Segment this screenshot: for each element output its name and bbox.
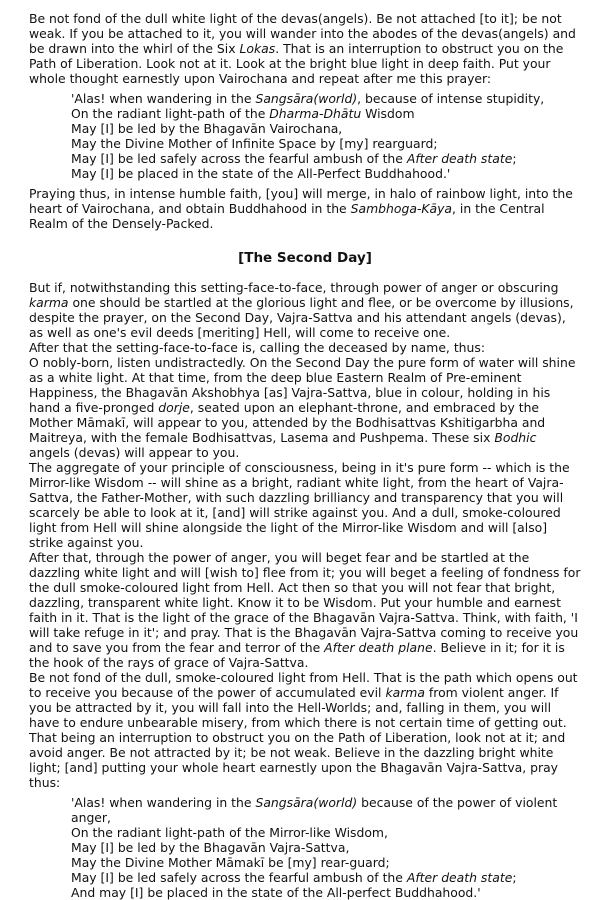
italic-term: karma bbox=[385, 685, 425, 700]
prayer-vairochana bbox=[71, 91, 581, 181]
italic-term: Bodhic bbox=[494, 430, 537, 445]
italic-term: After death state bbox=[406, 151, 513, 166]
italic-term: Sambhoga-Kāya bbox=[350, 201, 453, 216]
paragraph-second-day-intro bbox=[29, 280, 581, 340]
section-heading: [The Second Day] bbox=[238, 250, 372, 266]
text-run: , in the Central Realm of the Densely-Packed. bbox=[29, 201, 545, 231]
paragraph-mirror-wisdom bbox=[29, 460, 581, 550]
text-run: On the radiant light-path of the bbox=[71, 106, 270, 121]
text-run: ; bbox=[512, 870, 517, 885]
verse-line bbox=[71, 795, 581, 825]
verse-line bbox=[71, 121, 581, 136]
italic-term: After death plane bbox=[324, 640, 433, 655]
text-run: 'Alas! when wandering in the bbox=[71, 795, 256, 810]
verse-line bbox=[71, 166, 581, 181]
prayer-vajra-sattva bbox=[71, 795, 581, 900]
italic-term: dorje bbox=[158, 400, 190, 415]
paragraph-calling-deceased bbox=[29, 340, 581, 355]
text-run: Be not fond of the dull white light of the devas(angels). Be not attached [to it]; be not weak. If you be attached to it, you will wander into the abodes of the devas(angels) and be drawn into the whirl of the Six bbox=[29, 11, 576, 56]
verse-line bbox=[71, 106, 581, 121]
text-run: May [I] be led by the Bhagavān Vairochana, bbox=[71, 121, 343, 136]
paragraph-hell-light bbox=[29, 670, 581, 790]
text-run: Praying thus, in intense humble faith, [you] will merge, in halo of rainbow light, into the heart of Vairochana, and obtain Buddhahood in the bbox=[29, 186, 573, 216]
italic-term: Dharma-Dhātu bbox=[269, 106, 362, 121]
text-run: May the Divine Mother Māmakī be [my] rear-guard; bbox=[71, 855, 390, 870]
text-run: After that the setting-face-to-face is, calling the deceased by name, thus: bbox=[29, 340, 486, 355]
italic-term: karma bbox=[29, 295, 69, 310]
text-run: On the radiant light-path of the Mirror-like Wisdom, bbox=[71, 825, 388, 840]
verse-line bbox=[71, 91, 581, 106]
text-run: May the Divine Mother of Infinite Space by [my] rearguard; bbox=[71, 136, 438, 151]
verse-line bbox=[71, 136, 581, 151]
italic-term: Sangsāra(world) bbox=[255, 91, 358, 106]
text-run: May [I] be led safely across the fearful ambush of the bbox=[71, 870, 407, 885]
text-run: because of the power of violent anger, bbox=[71, 795, 558, 825]
verse-line bbox=[71, 885, 581, 900]
verse-line bbox=[71, 855, 581, 870]
text-run: May [I] be led by the Bhagavān Vajra-Sattva, bbox=[71, 840, 350, 855]
text-run: , seated upon an elephant-throne, and embraced by the Mother Māmakī, will appear to you, attended by the Bodhisattvas Kshitigarbha and Maitreya, with the female Bodhisattvas, Lasema and Pushpema. These six bbox=[29, 400, 546, 445]
text-run: Be not fond of the dull, smoke-coloured light from Hell. That is the path which opens out to receive you because of the power of accumulated evil bbox=[29, 670, 578, 700]
text-run: , because of intense stupidity, bbox=[357, 91, 545, 106]
paragraph-merge-vairochana bbox=[29, 186, 581, 231]
italic-term: After death state bbox=[406, 870, 513, 885]
italic-term: Lokas bbox=[239, 41, 276, 56]
verse-line bbox=[71, 840, 581, 855]
text-run: from violent anger. If you be attracted by it, you will fall into the Hell-Worlds; and, falling in them, you will have to endure unbearable misery, from which there is not certain time of getting out. That being an interruption to obstruct you on the Path of Liberation, look not at it; and avoid anger. Be not attracted by it; be not weak. Believe in the dazzling bright white light; [and] putting your whole heart earnestly upon the Bhagavān Vajra-Sattva, pray thus: bbox=[29, 685, 567, 790]
text-run: angels (devas) will appear to you. bbox=[29, 445, 240, 460]
text-run: But if, notwithstanding this setting-face-to-face, through power of anger or obscuring bbox=[29, 280, 559, 295]
verse-line bbox=[71, 825, 581, 840]
text-run: . Believe in it; for it is the hook of the rays of grace of Vajra-Sattva. bbox=[29, 640, 565, 670]
paragraph-power-of-anger bbox=[29, 550, 581, 670]
paragraph-devas-warning bbox=[29, 11, 581, 86]
text-run: May [I] be placed in the state of the All-Perfect Buddhahood.' bbox=[71, 166, 451, 181]
text-run: . That is an interruption to obstruct you on the Path of Liberation. Look not at it. Look at the bright blue light in deep faith. Put your whole thought earnestly upon Vairochana and repeat after me this prayer: bbox=[29, 41, 564, 86]
text-run: one should be startled at the glorious light and flee, or be overcome by illusions, despite the prayer, on the Second Day, Vajra-Sattva and his attendant angels (devas), as well as one's evil deeds [meriting] Hell, will come to receive one. bbox=[29, 295, 574, 340]
text-run: O nobly-born, listen undistractedly. On the Second Day the pure form of water will shine as a white light. At that time, from the deep blue Eastern Realm of Pre-eminent Happiness, the Bhagavān Akshobhya [as] Vajra-Sattva, blue in colour, holding in his hand a five-pronged bbox=[29, 355, 576, 415]
paragraph-water-white-light bbox=[29, 355, 581, 460]
text-run: After that, through the power of anger, you will beget fear and be startled at the dazzling white light and will [wish to] flee from it; you will beget a feeling of fondness for the dull smoke-coloured light from Hell. Act then so that you will not fear that bright, dazzling, transparent white light. Know it to be Wisdom. Put your humble and earnest faith in it. That is the light of the grace of the Bhagavān Vajra-Sattva. Think, with faith, 'I will take refuge in it'; and pray. That is the Bhagavān Vajra-Sattva coming to receive you and to save you from the fear and terror of the bbox=[29, 550, 581, 655]
text-run: 'Alas! when wandering in the bbox=[71, 91, 256, 106]
text-run: May [I] be led safely across the fearful ambush of the bbox=[71, 151, 407, 166]
verse-line bbox=[71, 151, 581, 166]
text-run: And may [I] be placed in the state of the All-perfect Buddhahood.' bbox=[71, 885, 481, 900]
text-run: ; bbox=[512, 151, 517, 166]
verse-line bbox=[71, 870, 581, 885]
italic-term: Sangsāra(world) bbox=[255, 795, 358, 810]
text-run: The aggregate of your principle of consciousness, being in it's pure form -- which is the Mirror-like Wisdom -- will shine as a bright, radiant white light, from the heart of Vajra-Sattva, the Father-Mother, with such dazzling brilliancy and transparency that you will scarcely be able to look at it, [and] will strike against you. And a dull, smoke-coloured light from Hell will shine alongside the light of the Mirror-like Wisdom and will [also] strike against you. bbox=[29, 460, 570, 550]
text-run: Wisdom bbox=[361, 106, 415, 121]
